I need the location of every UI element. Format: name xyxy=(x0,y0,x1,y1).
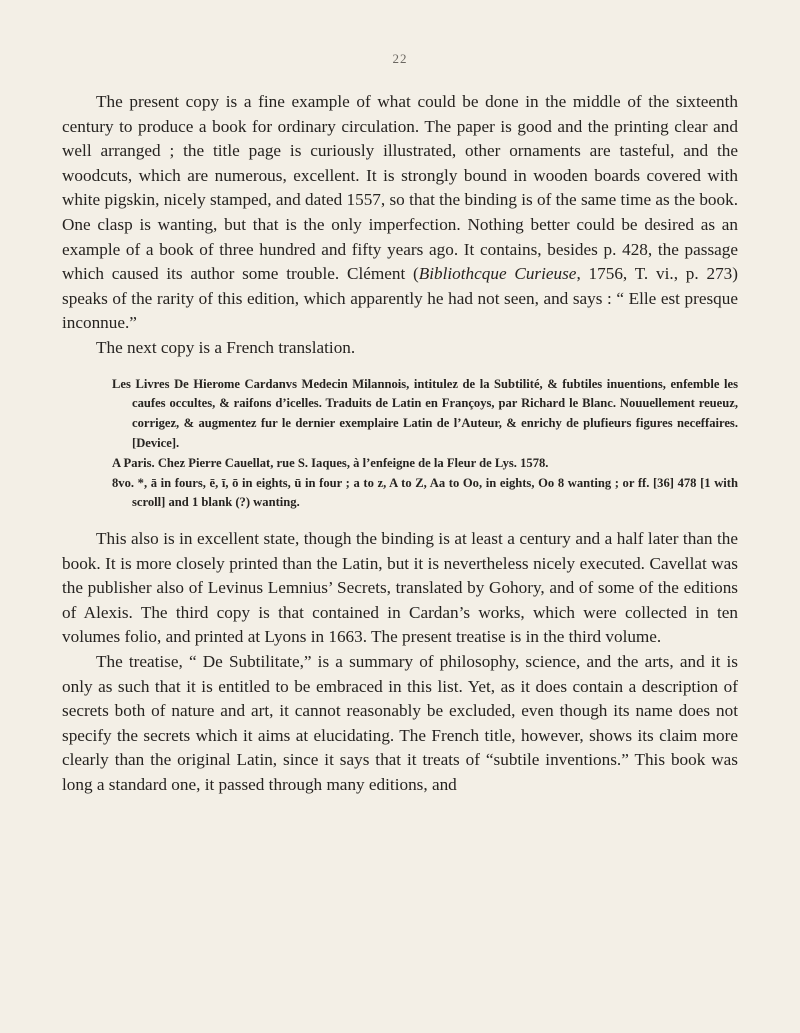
text-block xyxy=(62,90,738,798)
paragraph-text: The present copy is a fine example of what could be done in the middle of the sixteenth century to produce a book for ordinary circulation. The paper is good and the printing clear and well arranged ; the title page is curiously illustrated, other ornaments are tasteful, and the woodcuts, which are numerous, excellent. It is strongly bound in wooden boards covered with white pigskin, nicely stamped, and dated 1557, so that the binding is of the same time as the book. One clasp is wanting, but that is the only imperfection. Nothing better could be desired as an example of a book of three hundred and fifty years ago. It contains, besides p. 428, the passage which caused its author some trouble. Clément ( xyxy=(62,92,738,284)
bibliographic-entry xyxy=(62,375,738,514)
biblio-imprint: A Paris. Chez Pierre Cauellat, rue S. Iaques, à l’enfeigne de la Fleur de Lys. 1578. xyxy=(112,455,549,470)
paragraph-treatise: The treatise, “ De Subtilitate,” is a summary of philosophy, science, and the arts, and it is only as such that it is entitled to be embraced in this list. Yet, as it does contain a description of secrets both of nature and art, it cannot reasonably be excluded, even though its name does not specify the secrets which it aims at elucidating. The French title, however, shows its claim more clearly than the original Latin, since it says that it treats of “subtile inventions.” This book was long a standard one, it passed through many editions, and xyxy=(62,652,738,795)
biblio-collation: 8vo. *, ā in fours, ē, ī, ō in eights, ū in four ; a to z, A to Z, Aa to Oo, in eights, Oo 8 wanting ; or ff. [36] 478 [1 with scroll] and 1 blank (?) wanting. xyxy=(112,475,738,510)
paragraph-binding-description xyxy=(62,90,738,336)
paragraph-next-copy: The next copy is a French translation. xyxy=(96,337,356,357)
paragraph-french-translation: This also is in excellent state, though the binding is at least a century and a half later than the book. It is more closely printed than the Latin, but it is nevertheless nicely executed. Cavellat was the publisher also of Levinus Lemnius’ Secrets, translated by Gohory, and of some of the editions of Alexis. The third copy is that contained in Cardan’s works, which were collected in ten volumes folio, and printed at Lyons in 1663. The present treatise is in the third volume. xyxy=(62,529,738,647)
biblio-title-entry: Les Livres De Hierome Cardanvs Medecin Milannois, intitulez de la Subtilité, & fubtiles inuentions, enfemble les caufes occultes, & raifons d’icelles. Traduits de Latin en Françoys, par Richard le Blanc. Nouuellement reueuz, corrigez, & augmentez fur le dernier exemplaire Latin de l’Auteur, & enrichy de plufieurs figures neceffaires. [Device]. xyxy=(112,376,738,450)
page-number: 22 xyxy=(392,51,408,66)
paragraph-text-end: , 1756, T. vi., p. 273) speaks of the rarity of this edition, which apparently he had not seen, and says : “ Elle est presque inconnue.” xyxy=(62,264,738,333)
book-title-italic: Bibliothcque Curieuse xyxy=(418,264,577,284)
